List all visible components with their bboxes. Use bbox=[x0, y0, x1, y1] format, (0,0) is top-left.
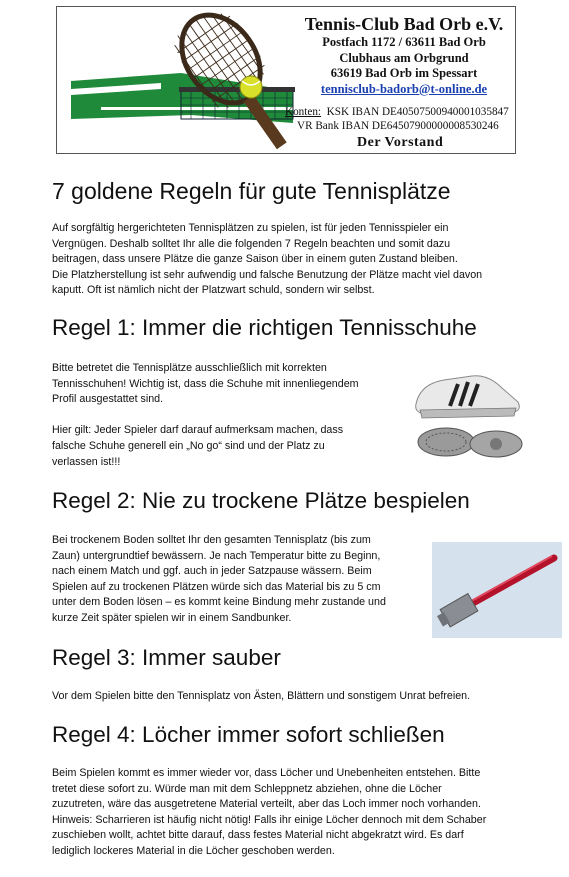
hammer-tool-image bbox=[432, 542, 562, 638]
text-line: Tennisschuhen! Wichtig ist, dass die Schuhe mit innenliegendem bbox=[52, 377, 359, 390]
rule-1-text bbox=[52, 361, 359, 470]
text-line: Profil ausgestattet sind. bbox=[52, 393, 164, 406]
address-line: Postfach 1172 / 63611 Bad Orb bbox=[322, 35, 486, 49]
text-line: zuzutreten, wäre das ausgetretene Material verteilt, aber das Loch immer noch vorhanden. bbox=[52, 798, 481, 811]
rule-3-heading: Regel 3: Immer sauber bbox=[52, 645, 281, 670]
text-line: Vergnügen. Deshalb solltet Ihr alle die folgenden 7 Regeln beachten und somit dazu bbox=[52, 237, 451, 250]
bank-accounts bbox=[285, 105, 509, 133]
club-name: Tennis-Club Bad Orb e.V. bbox=[304, 14, 504, 34]
text-line: Hinweis: Scharrieren ist häufig nicht nötig! Falls ihr einige Löcher dennoch mit dem Schaber bbox=[52, 813, 487, 826]
text-line: Beim Spielen kommt es immer wieder vor, dass Löcher und Unebenheiten entstehen. Bitte bbox=[52, 767, 481, 779]
text-line: zuschieben wollt, achtet bitte darauf, dass festes Material nicht abgekratzt wird. Es darf bbox=[52, 829, 464, 842]
address-line: 63619 Bad Orb im Spessart bbox=[330, 66, 478, 80]
address-line: Clubhaus am Orbgrund bbox=[339, 50, 469, 65]
text-line: Spielen auf zu trockenen Plätzen würde sich das Material bis zu 5 cm bbox=[52, 580, 381, 593]
rule-3-text bbox=[52, 689, 470, 705]
bank-line-ksk: KSK IBAN DE40507500940001035847 bbox=[326, 106, 509, 118]
letterhead bbox=[56, 6, 516, 154]
text-line: kaputt. Oft ist nämlich nicht der Platzwart schuld, sondern wir selbst. bbox=[52, 284, 375, 297]
text-line: Zaun) untergrundtief bewässern. Je nach Temperatur bitte zu Beginn, bbox=[52, 549, 381, 562]
text-line: Hier gilt: Jeder Spieler darf darauf aufmerksam machen, dass bbox=[52, 424, 344, 437]
text-line: lediglich lockeres Material in die Löcher geschoben werden. bbox=[52, 844, 335, 857]
text-line: nach einem Match und ggf. auch in jeder Satzpause wässern. Beim bbox=[52, 565, 372, 578]
text-line: kurze Zeit später spielen wir in einem Sandbunker. bbox=[52, 611, 292, 624]
intro-paragraph bbox=[52, 221, 482, 299]
club-address-block bbox=[297, 13, 511, 97]
text-line: Vor dem Spielen bitte den Tennisplatz von Ästen, Blättern und sonstigem Unrat befreien. bbox=[52, 690, 471, 702]
text-line: Auf sorgfältig hergerichteten Tennisplätzen zu spielen, ist für jeden Tennisspieler ein bbox=[52, 222, 449, 234]
bank-line-vr: VR Bank IBAN DE64507900000008530246 bbox=[297, 120, 499, 132]
rule-2-text bbox=[52, 533, 386, 627]
text-line: Bitte betretet die Tennisplätze ausschließlich mit korrekten bbox=[52, 362, 327, 374]
text-line: beitragen, dass unsere Plätze die ganze Saison über in einem guten Zustand bleiben. bbox=[52, 253, 458, 266]
tennis-shoe-image bbox=[410, 362, 525, 464]
text-line: Die Platzherstellung ist sehr aufwendig und falsche Benutzung der Plätze macht viel davon bbox=[52, 268, 483, 281]
tennis-club-logo bbox=[61, 11, 297, 151]
page-title: 7 goldene Regeln für gute Tennisplätze bbox=[52, 178, 451, 204]
rule-4-text bbox=[52, 766, 486, 860]
text-line: falsche Schuhe generell ein „No go“ sind und der Platz zu bbox=[52, 439, 325, 452]
text-line bbox=[52, 408, 359, 424]
rule-1-heading: Regel 1: Immer die richtigen Tennisschuhe bbox=[52, 315, 477, 340]
signature-vorstand: Der Vorstand bbox=[357, 135, 444, 150]
rule-2-heading: Regel 2: Nie zu trockene Plätze bespielen bbox=[52, 488, 470, 513]
text-line: verlassen ist!!! bbox=[52, 455, 121, 468]
konten-label: Konten: bbox=[285, 106, 322, 118]
text-line: Bei trockenem Boden solltet Ihr den gesamten Tennisplatz (bis zum bbox=[52, 534, 371, 546]
text-line: unter dem Boden lösen – es kommt keine Bindung mehr zustande und bbox=[52, 596, 386, 609]
rule-4-heading: Regel 4: Löcher immer sofort schließen bbox=[52, 722, 445, 747]
text-line: tretet diese sofort zu. Würde man mit dem Schleppnetz abziehen, ohne die Löcher bbox=[52, 782, 442, 795]
email-link[interactable]: tennisclub-badorb@t-online.de bbox=[320, 81, 488, 96]
